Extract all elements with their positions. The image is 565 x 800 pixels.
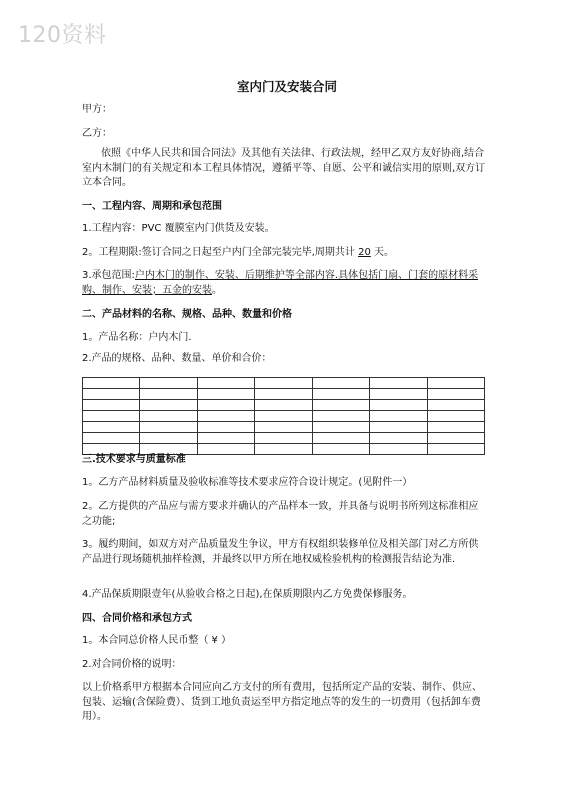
table-cell bbox=[370, 433, 427, 444]
section-3-item-3: 3。履约期间，如双方对产品质量发生争议，甲方有权组织装修单位及相关部门对乙方所供产品进行现场随机抽样检测，并最终以甲方所在地权威检验机构的检测报告结论为准. bbox=[82, 539, 479, 565]
table-cell bbox=[197, 411, 254, 422]
watermark: 120资料 bbox=[18, 23, 107, 48]
scope-end: 。 bbox=[212, 284, 222, 296]
table-cell bbox=[197, 400, 254, 411]
table-cell bbox=[83, 433, 140, 444]
table-cell bbox=[312, 378, 369, 389]
section-1-item-1: 1.工程内容：PVC 覆膜室内门供货及安装。 bbox=[82, 223, 275, 234]
table-cell bbox=[140, 422, 197, 433]
table-cell bbox=[312, 411, 369, 422]
table-cell bbox=[312, 400, 369, 411]
table-cell bbox=[427, 422, 484, 433]
table-cell bbox=[370, 411, 427, 422]
table-row bbox=[83, 433, 485, 444]
table-cell bbox=[140, 433, 197, 444]
table-cell bbox=[255, 400, 312, 411]
section-1-item-2-suffix: 天。 bbox=[370, 247, 395, 258]
document-title: 室内门及安装合同 bbox=[236, 79, 337, 94]
table-cell bbox=[312, 433, 369, 444]
section-3-item-2: 2。乙方提供的产品应与需方要求并确认的产品样本一致，并具备与说明书所列这标准相应之功能; bbox=[82, 501, 479, 527]
section-3-heading: 三.技术要求与质量标准 bbox=[82, 454, 186, 465]
section-1-item-3 bbox=[82, 269, 487, 298]
table-cell bbox=[140, 389, 197, 400]
table-cell bbox=[427, 433, 484, 444]
section-1-heading: 一、工程内容、周期和承包范围 bbox=[82, 201, 222, 212]
table-cell bbox=[83, 411, 140, 422]
table-cell bbox=[370, 400, 427, 411]
table-cell bbox=[370, 422, 427, 433]
preamble-paragraph: 依照《中华人民共和国合同法》及其他有关法律、行政法规，经甲乙双方友好协商,结合室内木制门的有关规定和本工程具体情况，遵循平等、自愿、公平和诚信实用的原则,双方订立本合同。 bbox=[82, 148, 486, 188]
table-cell bbox=[427, 378, 484, 389]
table-cell bbox=[255, 422, 312, 433]
table-cell bbox=[255, 411, 312, 422]
table-cell bbox=[140, 411, 197, 422]
section-1-item-2-text: 2。工程期限:签订合同之日起至户内门全部完装完毕,周期共计 bbox=[82, 247, 359, 258]
section-1-item-2 bbox=[82, 246, 487, 261]
section-3-item-1: 1。乙方产品材料质量及验收标准等技术要求应符合设计规定。(见附件一） bbox=[82, 477, 413, 488]
table-row bbox=[83, 422, 485, 433]
table-cell bbox=[83, 422, 140, 433]
table-cell bbox=[83, 389, 140, 400]
party-a-line: 甲方： bbox=[82, 104, 112, 115]
section-4-item-1: 1。本合同总价格人民币整（ ¥ ） bbox=[82, 635, 232, 646]
table-cell bbox=[197, 378, 254, 389]
table-cell bbox=[197, 422, 254, 433]
table-cell bbox=[312, 422, 369, 433]
table-cell bbox=[83, 400, 140, 411]
table-cell bbox=[370, 378, 427, 389]
section-3-item-4: 4.产品保质期限壹年(从验收合格之日起),在保质期限内乙方免费保修服务。 bbox=[82, 589, 413, 600]
table-cell bbox=[312, 389, 369, 400]
party-b-line: 乙方： bbox=[82, 128, 112, 139]
table-row bbox=[83, 378, 485, 389]
product-spec-table bbox=[82, 377, 485, 455]
table-cell bbox=[255, 433, 312, 444]
section-4-item-2: 2.对合同价格的说明： bbox=[82, 659, 182, 670]
table-cell bbox=[427, 400, 484, 411]
table-cell bbox=[197, 433, 254, 444]
table-row bbox=[83, 389, 485, 400]
period-days: 20 bbox=[358, 247, 371, 258]
table-row bbox=[83, 411, 485, 422]
table-row bbox=[83, 400, 485, 411]
table-cell bbox=[427, 411, 484, 422]
table-cell bbox=[140, 378, 197, 389]
table-cell bbox=[427, 389, 484, 400]
table-cell bbox=[255, 378, 312, 389]
table-cell bbox=[255, 389, 312, 400]
section-4-heading: 四、合同价格和承包方式 bbox=[82, 613, 192, 624]
section-2-heading: 二、产品材料的名称、规格、品种、数量和价格 bbox=[82, 309, 292, 320]
table-cell bbox=[197, 389, 254, 400]
section-2-item-2: 2.产品的规格、品种、数量、单价和合价： bbox=[82, 353, 272, 364]
scope-text: 户内木门的制作、安装、后期维护等全部内容.具体包括门扇、门套的原材料采购、制作、安装；五金的安装 bbox=[82, 270, 479, 296]
table-cell bbox=[83, 378, 140, 389]
section-2-item-1: 1。产品名称：户内木门. bbox=[82, 332, 192, 343]
section-4-item-3: 以上价格系甲方根据本合同应向乙方支付的所有费用，包括所定产品的安装、制作、供应、包装、运输(含保险费）、货到工地负责运至甲方指定地点等的发生的一切费用（包括卸车费用）。 bbox=[82, 682, 482, 722]
table-cell bbox=[370, 389, 427, 400]
scope-label: 3.承包范围: bbox=[82, 270, 135, 281]
table-cell bbox=[140, 400, 197, 411]
